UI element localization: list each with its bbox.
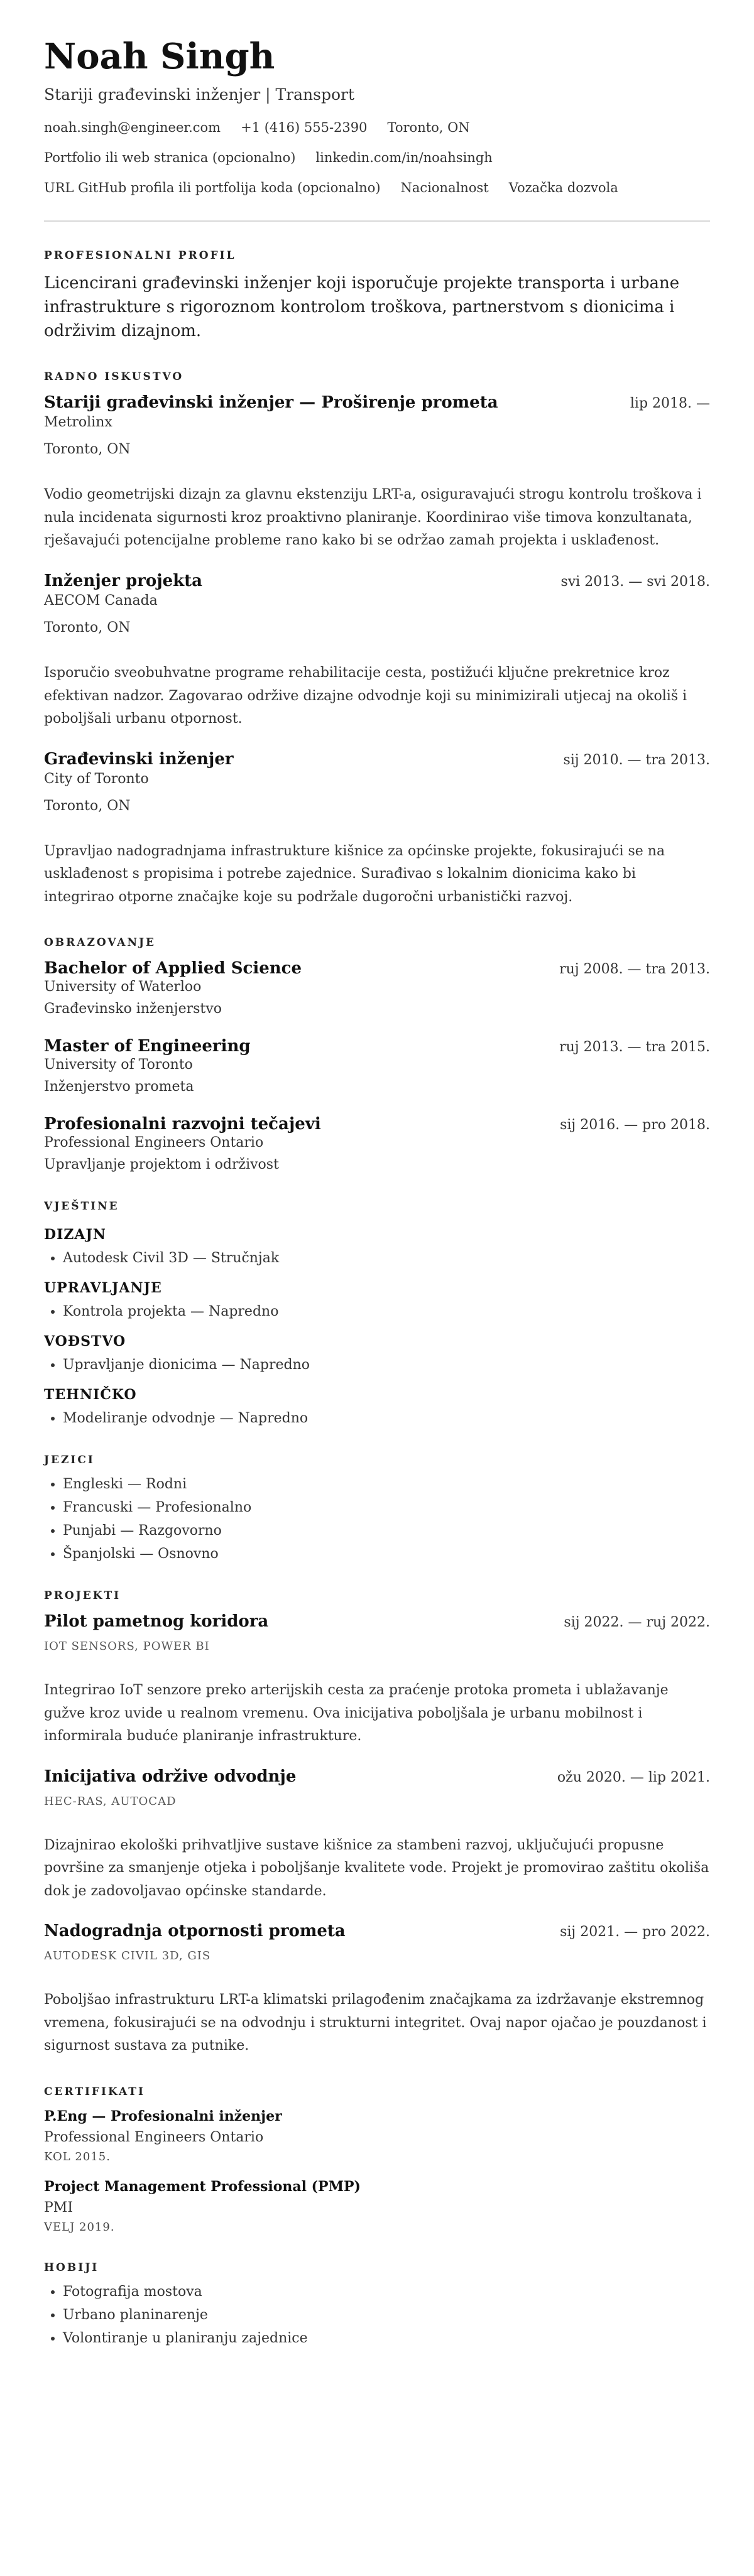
degree-title: Bachelor of Applied Science <box>44 959 302 978</box>
skill-list <box>44 1250 710 1266</box>
degree-school: Professional Engineers Ontario <box>44 1135 264 1151</box>
job-employer: Metrolinx <box>44 414 112 431</box>
language-list <box>44 1476 710 1562</box>
certificate-date: KOL 2015. <box>44 2150 111 2163</box>
skill-item: • Modeliranje odvodnje — Napredno <box>63 1410 710 1426</box>
skill-list <box>44 1304 710 1319</box>
certificate-issuer: PMI <box>44 2199 74 2216</box>
section-title-skills: VJEŠTINE <box>44 1200 119 1213</box>
language-item: • Francuski — Profesionalno <box>63 1500 710 1515</box>
job-location: Toronto, ON <box>44 441 131 458</box>
job-location: Toronto, ON <box>44 798 131 814</box>
section-title-projects: PROJEKTI <box>44 1589 121 1603</box>
degree-school: University of Toronto <box>44 1057 193 1073</box>
section-title-hobbies: HOBIJI <box>44 2261 99 2274</box>
certificate-issuer: Professional Engineers Ontario <box>44 2129 264 2145</box>
experience-entry <box>44 393 710 553</box>
candidate-headline: Stariji građevinski inženjer | Transport <box>44 85 355 104</box>
education-entry <box>44 1115 710 1172</box>
degree-field: Upravljanje projektom i održivost <box>44 1157 279 1173</box>
degree-school: University of Waterloo <box>44 979 202 995</box>
job-description: Upravljao nadogradnjama infrastrukture kišnice za općinske projekte, fokusirajući se na usklađenost s propisima i potrebe zajednice. Surađivao s lokalnim dionicima kako bi integrirao otporne značajke koje su podržale dugoročni urbanistički razvoj. <box>44 843 665 905</box>
candidate-name: Noah Singh <box>44 36 275 77</box>
contact-row-links <box>44 150 710 165</box>
certificate-title: Project Management Professional (PMP) <box>44 2178 361 2195</box>
job-title: Inženjer projekta <box>44 571 203 590</box>
projects-section <box>44 1589 710 2058</box>
experience-entry <box>44 571 710 731</box>
language-item: • Engleski — Rodni <box>63 1476 710 1492</box>
profile-summary: Licencirani građevinski inženjer koji isporučuje projekte transporta i urbane infrastrukture s rigoroznom kontrolom troškova, partnerstvom s dionicima i održivim dizajnom. <box>44 274 680 340</box>
skill-category: VOĐSTVO <box>44 1333 126 1350</box>
skill-category: DIZAJN <box>44 1226 107 1243</box>
job-date: lip 2018. — <box>630 396 710 412</box>
experience-section <box>44 371 710 909</box>
job-title: Stariji građevinski inženjer — Proširenje prometa <box>44 393 498 413</box>
skill-list <box>44 1410 710 1426</box>
degree-date: sij 2016. — pro 2018. <box>560 1117 710 1134</box>
project-date: sij 2021. — pro 2022. <box>560 1924 710 1940</box>
job-description: Vodio geometrijski dizajn za glavnu ekstenziju LRT-a, osiguravajući strogu kontrolu troškova i nula incidenata sigurnosti kroz proaktivno planiranje. Koordinirao više timova konzultanata, rješavajući potencijalne probleme rano kako bi se održao zamah projekta i usklađenost. <box>44 487 702 549</box>
experience-entry <box>44 750 710 909</box>
certificate-title: P.Eng — Profesionalni inženjer <box>44 2108 282 2124</box>
project-entry <box>44 1922 710 2058</box>
project-date: ožu 2020. — lip 2021. <box>557 1769 710 1785</box>
education-section <box>44 936 710 1172</box>
skill-category: UPRAVLJANJE <box>44 1280 162 1297</box>
hobby-item: • Volontiranje u planiranju zajednice <box>63 2330 710 2346</box>
skill-item: • Autodesk Civil 3D — Stručnjak <box>63 1250 710 1266</box>
hobby-list <box>44 2284 710 2346</box>
skill-category: TEHNIČKO <box>44 1387 137 1404</box>
language-item: • Španjolski — Osnovno <box>63 1546 710 1562</box>
language-item: • Punjabi — Razgovorno <box>63 1523 710 1539</box>
job-location: Toronto, ON <box>44 620 131 636</box>
project-tags: HEC-RAS, AUTOCAD <box>44 1794 177 1808</box>
job-title: Građevinski inženjer <box>44 749 234 769</box>
project-entry <box>44 1767 710 1903</box>
project-date: sij 2022. — ruj 2022. <box>564 1615 710 1631</box>
degree-field: Građevinsko inženjerstvo <box>44 1001 222 1017</box>
skill-item: • Kontrola projekta — Napredno <box>63 1304 710 1319</box>
contact-portfolio[interactable]: Portfolio ili web stranica (opcionalno) <box>44 150 296 166</box>
certificates-section <box>44 2086 710 2234</box>
certificate-entry <box>44 2108 710 2163</box>
job-date: sij 2010. — tra 2013. <box>563 752 710 768</box>
project-title: Nadogradnja otpornosti prometa <box>44 1922 346 1941</box>
contact-github[interactable]: URL GitHub profila ili portfolija koda (opcionalno) <box>44 180 381 196</box>
job-employer: AECOM Canada <box>44 593 158 609</box>
project-tags: IOT SENSORS, POWER BI <box>44 1640 210 1653</box>
contact-linkedin[interactable]: linkedin.com/in/noahsingh <box>315 150 493 166</box>
section-title-certificates: CERTIFIKATI <box>44 2085 145 2098</box>
project-entry <box>44 1612 710 1748</box>
resume-header <box>44 36 710 195</box>
contact-row-primary <box>44 120 710 135</box>
hobby-item: • Fotografija mostova <box>63 2284 710 2300</box>
degree-date: ruj 2008. — tra 2013. <box>559 961 710 978</box>
hobbies-section <box>44 2261 710 2346</box>
hobby-item: • Urbano planinarenje <box>63 2307 710 2323</box>
skill-list <box>44 1357 710 1373</box>
profile-section <box>44 249 710 343</box>
section-title-education: OBRAZOVANJE <box>44 936 156 950</box>
education-entry <box>44 959 710 1017</box>
contact-row-extra <box>44 180 710 195</box>
section-title-profile: PROFESIONALNI PROFIL <box>44 249 236 262</box>
degree-title: Master of Engineering <box>44 1037 251 1056</box>
languages-section <box>44 1454 710 1562</box>
degree-date: ruj 2013. — tra 2015. <box>559 1039 710 1056</box>
section-title-languages: JEZICI <box>44 1454 95 1467</box>
degree-title: Profesionalni razvojni tečajevi <box>44 1115 321 1134</box>
skills-section <box>44 1200 710 1426</box>
skill-item: • Upravljanje dionicima — Napredno <box>63 1357 710 1373</box>
contact-license: Vozačka dozvola <box>508 180 618 196</box>
certificate-entry <box>44 2178 710 2234</box>
job-employer: City of Toronto <box>44 771 149 787</box>
job-date: svi 2013. — svi 2018. <box>560 574 710 590</box>
project-title: Inicijativa održive odvodnje <box>44 1767 297 1786</box>
project-description: Dizajnirao ekološki prihvatljive sustave kišnice za stambeni razvoj, uključujući propusne površine za smanjenje otjeka i poboljšanje kvalitete vode. Projekt je promovirao zaštitu okoliša dok je zadovoljavao općinske standarde. <box>44 1837 709 1899</box>
contact-location: Toronto, ON <box>387 120 470 136</box>
degree-field: Inženjerstvo prometa <box>44 1079 194 1095</box>
project-description: Integrirao IoT senzore preko arterijskih cesta za praćenje protoka prometa i ublažavanje gužve kroz uvide u realnom vremenu. Ova inicijativa poboljšala je urbanu mobilnost i informirala buduće planiranje infrastrukture. <box>44 1682 669 1745</box>
project-description: Poboljšao infrastrukturu LRT-a klimatski prilagođenim značajkama za izdržavanje ekstremnog vremena, fokusirajući se na odvodnju i strukturni integritet. Ovaj napor ojačao je pouzdanost i sigurnost sustava za putnike. <box>44 1992 707 2054</box>
contact-phone[interactable]: +1 (416) 555-2390 <box>241 120 368 136</box>
section-title-experience: RADNO ISKUSTVO <box>44 371 184 384</box>
project-tags: AUTODESK CIVIL 3D, GIS <box>44 1949 211 1963</box>
header-divider <box>44 220 710 222</box>
certificate-date: VELJ 2019. <box>44 2220 115 2234</box>
job-description: Isporučio sveobuhvatne programe rehabilitacije cesta, postižući ključne prekretnice kroz efektivan nadzor. Zagovarao održive dizajne odvodnje koji su minimizirali utjecaj na okoliš i poboljšali urbanu otpornost. <box>44 665 687 727</box>
education-entry <box>44 1037 710 1095</box>
contact-email[interactable]: noah.singh@engineer.com <box>44 120 221 136</box>
contact-nationality: Nacionalnost <box>400 180 489 196</box>
project-title: Pilot pametnog koridora <box>44 1612 269 1632</box>
